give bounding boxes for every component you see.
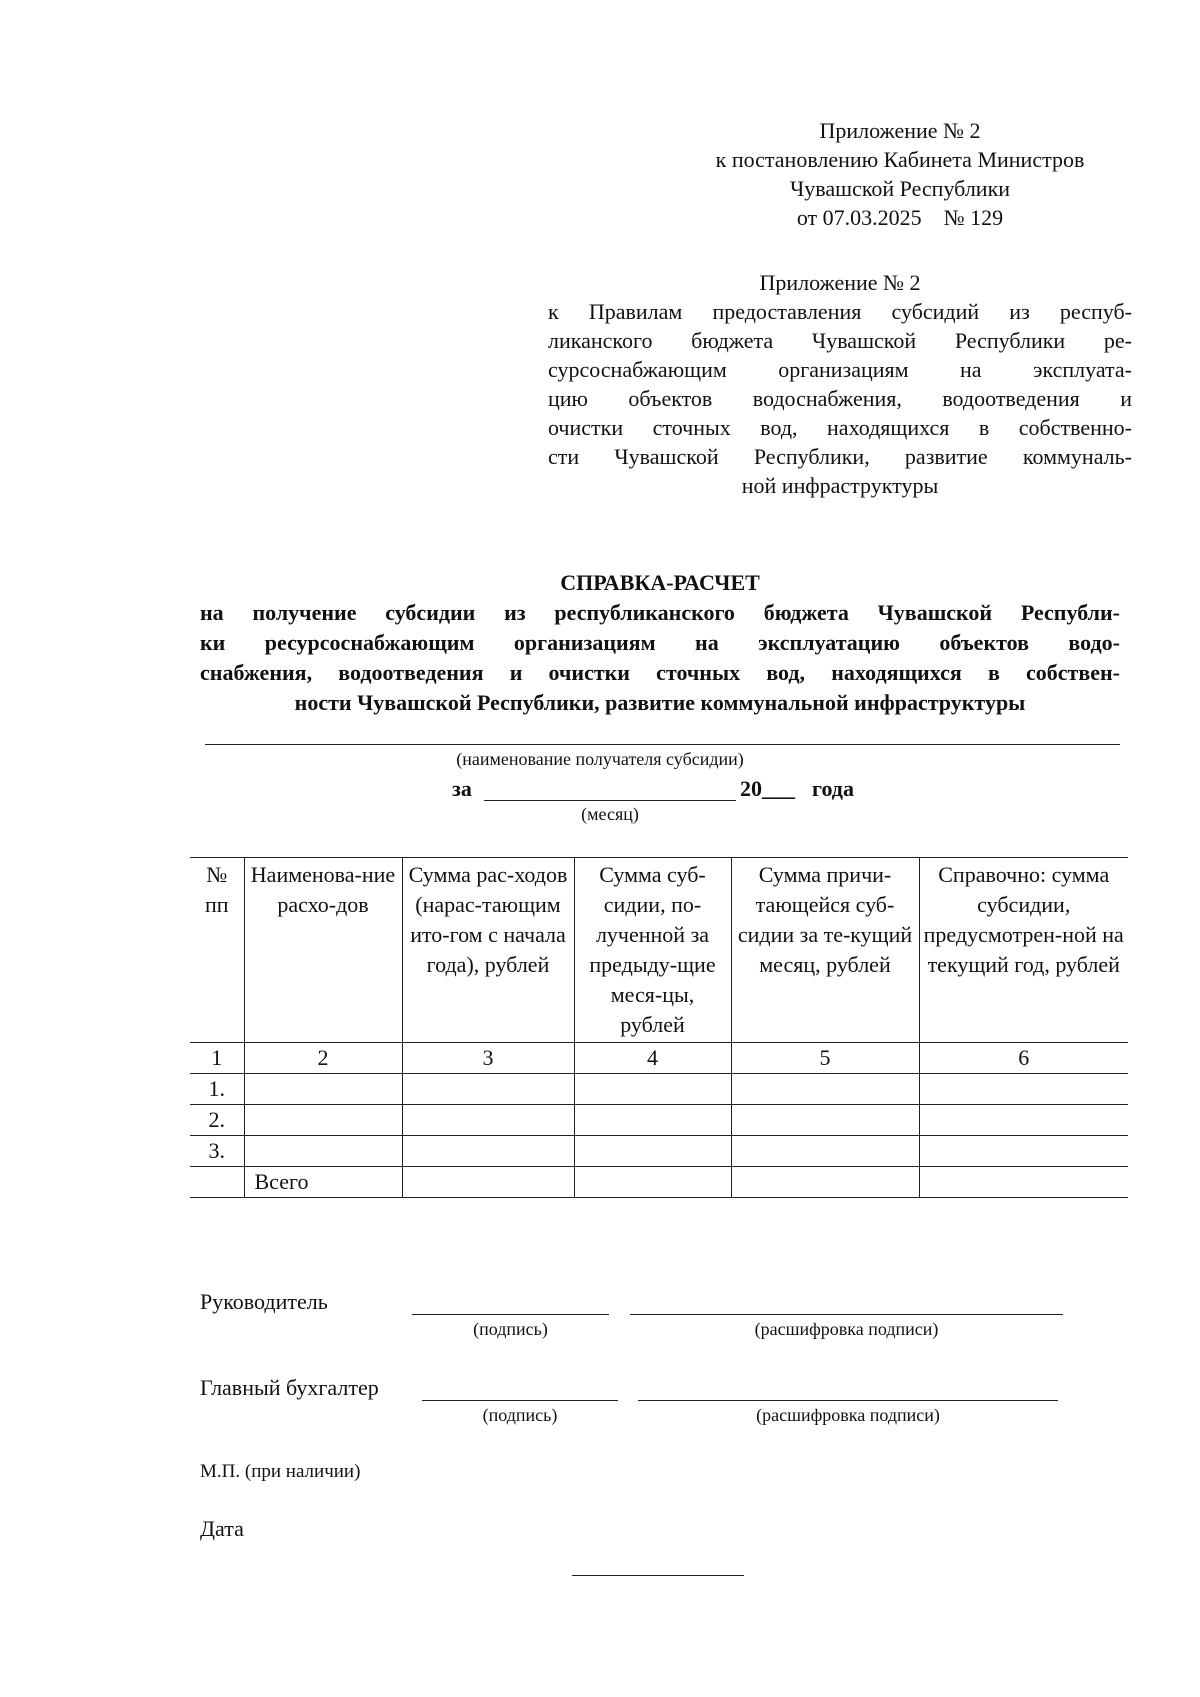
rules-line: ликанского бюджета Чувашской Республики ре-: [548, 328, 1132, 353]
recipient-caption: (наименование получателя субсидии): [456, 749, 744, 769]
col-header-due-subsidy: Сумма причи-тающейся суб-сидии за те-кущий месяц, рублей: [731, 858, 919, 1043]
appendix-line-2: к постановлению Кабинета Министров: [715, 147, 1085, 172]
column-number: 3: [402, 1043, 574, 1074]
table-cell[interactable]: [244, 1136, 402, 1167]
table-cell[interactable]: [574, 1167, 731, 1198]
head-decoding-line[interactable]: [630, 1314, 1063, 1315]
rules-line: очистки сточных вод, находящихся в собственно-: [548, 415, 1132, 440]
column-number: 2: [244, 1043, 402, 1074]
total-label: Всего: [244, 1167, 402, 1198]
stamp-label: М.П. (при наличии): [200, 1461, 361, 1482]
table-cell[interactable]: [574, 1136, 731, 1167]
table-cell[interactable]: [731, 1167, 919, 1198]
col-header-received-subsidy: Сумма суб-сидии, по-лученной за предыду-щие меся-цы, рублей: [574, 858, 731, 1043]
appendix-line-1: Приложение № 2: [819, 118, 981, 143]
table-cell[interactable]: [402, 1167, 574, 1198]
accountant-label: Главный бухгалтер: [200, 1375, 379, 1400]
row-number: 1.: [190, 1074, 244, 1105]
accountant-signature-caption: (подпись): [482, 1405, 558, 1425]
accountant-decoding-line[interactable]: [638, 1400, 1058, 1401]
rules-line: сурсоснабжающим организациям на эксплуата-: [548, 357, 1132, 382]
period-prefix: за: [452, 776, 472, 801]
table-cell[interactable]: [919, 1074, 1128, 1105]
appendix-line-4: от 07.03.2025 № 129: [796, 205, 1004, 230]
row-number: 3.: [190, 1136, 244, 1167]
table-row: [190, 1105, 1128, 1136]
recipient-name-line[interactable]: [205, 744, 1120, 745]
accountant-signature-line[interactable]: [422, 1400, 618, 1401]
date-label: Дата: [200, 1516, 244, 1541]
period-year[interactable]: 20___: [740, 776, 795, 801]
table-row: [190, 1136, 1128, 1167]
table-cell[interactable]: [919, 1167, 1128, 1198]
rules-line: сти Чувашской Республики, развитие коммуналь-: [548, 444, 1132, 469]
rules-line: к Правилам предоставления субсидий из респуб-: [548, 299, 1132, 324]
table-total-row: [190, 1167, 1128, 1198]
table-cell[interactable]: [919, 1136, 1128, 1167]
month-caption: (месяц): [581, 804, 639, 824]
column-number-row: [190, 1043, 1128, 1074]
subtitle-line: снабжения, водоотведения и очистки сточных вод, находящихся в собствен-: [200, 660, 1120, 685]
head-signature-caption: (подпись): [473, 1319, 548, 1339]
table-cell[interactable]: [574, 1074, 731, 1105]
subtitle-line: ности Чувашской Республики, развитие коммунальной инфраструктуры: [294, 690, 1026, 715]
subtitle-line: на получение субсидии из республиканского бюджета Чувашской Республи-: [200, 600, 1120, 625]
appendix-header: [670, 116, 1130, 232]
column-number: 5: [731, 1043, 919, 1074]
column-number: 4: [574, 1043, 731, 1074]
document-title: СПРАВКА-РАСЧЕТ: [560, 570, 760, 595]
table-cell[interactable]: [919, 1105, 1128, 1136]
rules-appendix-text: [548, 297, 1132, 500]
rules-appendix-title: Приложение № 2: [759, 270, 921, 295]
head-decoding-caption: (расшифровка подписи): [754, 1319, 939, 1339]
period-suffix: года: [812, 776, 854, 801]
table-cell[interactable]: [402, 1074, 574, 1105]
col-header-expense-sum: Сумма рас-ходов (нарас-тающим ито-гом с начала года), рублей: [402, 858, 574, 1043]
table-header-row: [190, 858, 1128, 1043]
table-cell[interactable]: [731, 1136, 919, 1167]
column-number: 6: [919, 1043, 1128, 1074]
table-cell: [190, 1167, 244, 1198]
row-number: 2.: [190, 1105, 244, 1136]
document-subtitle: [200, 598, 1120, 718]
table-row: [190, 1074, 1128, 1105]
table-cell[interactable]: [402, 1105, 574, 1136]
appendix-line-3: Чувашской Республики: [789, 176, 1011, 201]
rules-line: цию объектов водоснабжения, водоотведения и: [548, 386, 1132, 411]
col-header-planned-subsidy: Справочно: сумма субсидии, предусмотрен-ной на текущий год, рублей: [919, 858, 1128, 1043]
col-header-expense-name: Наименова-ние расхо-дов: [244, 858, 402, 1043]
accountant-decoding-caption: (расшифровка подписи): [756, 1405, 940, 1425]
table-cell[interactable]: [574, 1105, 731, 1136]
footer-separator: [572, 1575, 744, 1576]
table-cell[interactable]: [731, 1105, 919, 1136]
table-cell[interactable]: [244, 1105, 402, 1136]
table-cell[interactable]: [244, 1074, 402, 1105]
table-cell[interactable]: [731, 1074, 919, 1105]
month-blank-line[interactable]: [484, 800, 736, 801]
column-number: 1: [190, 1043, 244, 1074]
subtitle-line: ки ресурсоснабжающим организациям на эксплуатацию объектов водо-: [200, 630, 1120, 655]
col-header-number: № пп: [190, 858, 244, 1043]
calculation-table: [190, 857, 1128, 1198]
head-signature-line[interactable]: [412, 1314, 609, 1315]
head-label: Руководитель: [200, 1289, 328, 1314]
rules-line: ной инфраструктуры: [741, 473, 939, 498]
table-cell[interactable]: [402, 1136, 574, 1167]
